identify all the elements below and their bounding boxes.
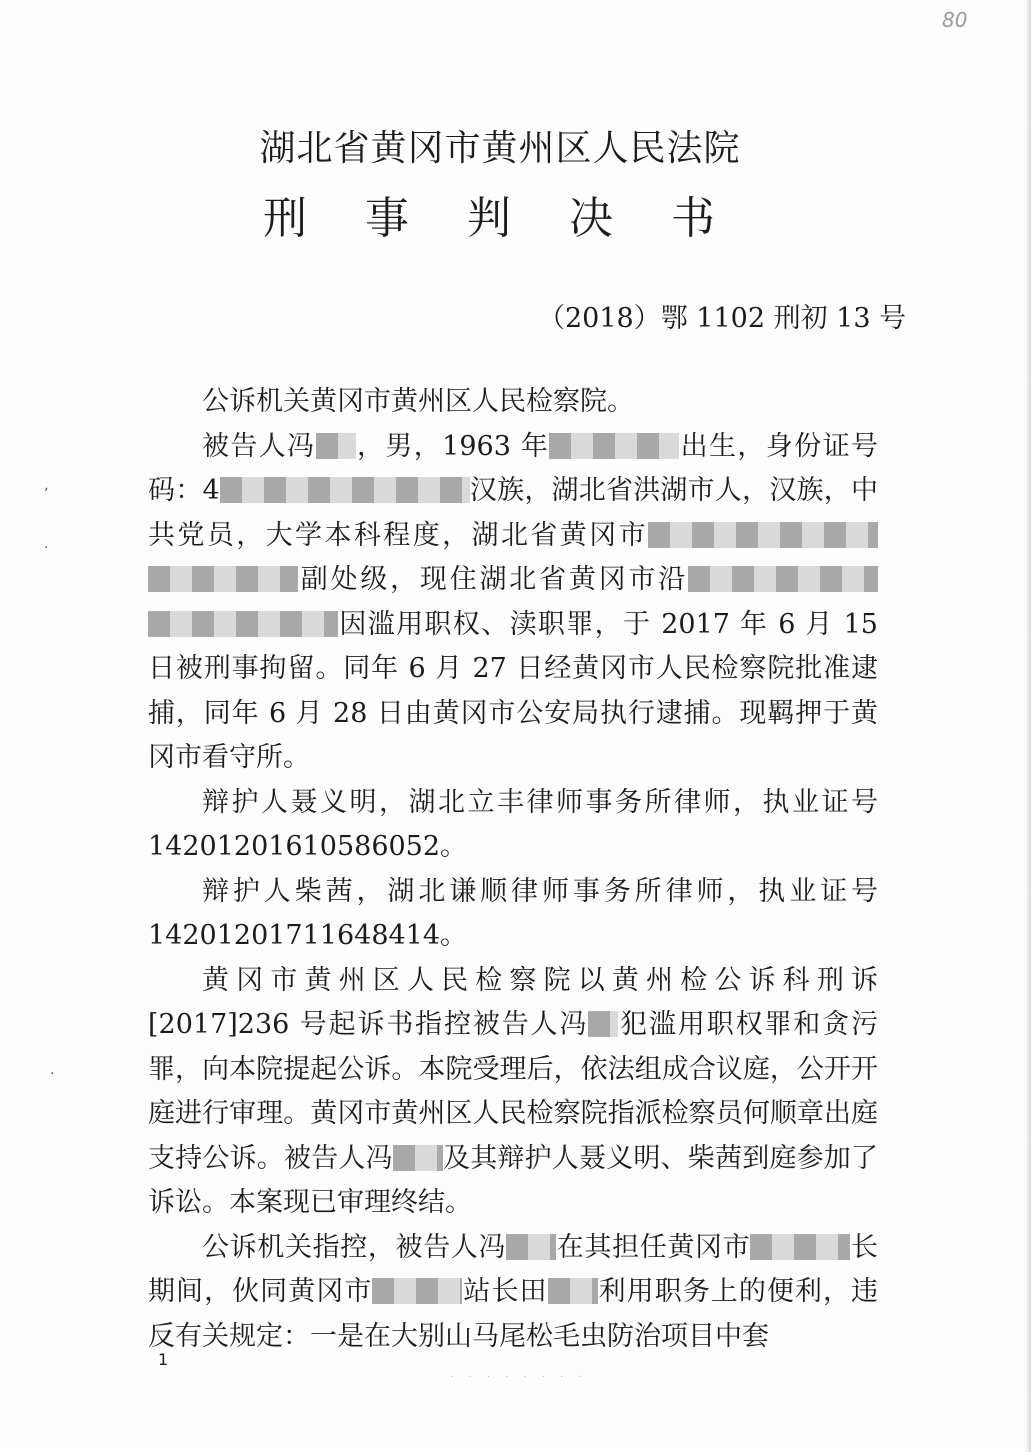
prosecutor-paragraph: 公诉机关黄冈市黄州区人民检察院。: [202, 386, 634, 417]
binding-mark: ·: [50, 1066, 55, 1082]
defendant-paragraph: [148, 425, 878, 781]
redacted-block: [506, 1234, 556, 1260]
redacted-block: [372, 1278, 462, 1304]
redacted-block: [688, 566, 878, 592]
accusation-text-2: 在其担任黄冈市: [556, 1231, 751, 1263]
judgment-body: [148, 380, 878, 1359]
court-name: 湖北省黄冈市黄州区人民法院: [259, 128, 741, 169]
page-number: 1: [158, 1350, 169, 1369]
defender2-paragraph: 辩护人柴茜，湖北谦顺律师事务所律师，执业证号 14201201711648414。: [148, 875, 878, 951]
procedure-text-1: 黄冈市黄州区人民检察院以黄州检公诉科刑诉[2017]236 号起诉书指控被告人冯: [148, 964, 878, 1040]
redacted-block: [148, 566, 298, 592]
procedure-text-2: 犯滥用职权罪和贪污罪，向本院提起公诉。本院受理后，依法组成合议庭，公开开庭进行审理。黄冈市黄州区人民检察院指派检察员何顺章出庭支持公诉。被告人冯: [148, 1009, 879, 1174]
accusation-text-3: 长期间，伙同黄冈市: [148, 1231, 879, 1307]
case-number: （2018）鄂 1102 刑初 13 号: [538, 303, 907, 334]
redacted-block: [148, 611, 338, 637]
accusation-paragraph: [148, 1226, 878, 1360]
accusation-text-1: 公诉机关指控，被告人冯: [202, 1231, 507, 1263]
binding-mark: ·: [44, 540, 49, 556]
redacted-block: [588, 1011, 618, 1037]
document-title: 刑 事 判 决 书: [263, 193, 737, 244]
redacted-block: [648, 522, 878, 548]
scan-noise: · · · · · · · ·: [450, 1372, 588, 1383]
redacted-block: [316, 433, 356, 459]
corner-page-mark: 80: [942, 8, 968, 32]
accusation-text-5: 利用职务上的便利，违反有关规定：一是在大别山马尾松毛虫防治项目中套: [148, 1276, 879, 1352]
redacted-block: [750, 1234, 850, 1260]
procedure-paragraph: [148, 959, 878, 1226]
accusation-text-4: 站长田: [462, 1276, 548, 1307]
binding-mark: ʼ: [44, 486, 49, 502]
redacted-block: [220, 477, 470, 503]
defender1-paragraph: 辩护人聂义明，湖北立丰律师事务所律师，执业证号 14201201610586052。: [148, 786, 878, 862]
defendant-text-3: 出生，身份证号码：4: [148, 430, 879, 506]
redacted-block: [548, 1278, 598, 1304]
redacted-block: [393, 1145, 443, 1171]
scan-edge-shadow: [1025, 0, 1031, 1452]
redacted-block: [549, 433, 679, 459]
procedure-text-3: 及其辩护人聂义明、柴茜到庭参加了诉讼。本案现已审理终结。: [148, 1142, 879, 1218]
defendant-text-5: 副处级，现住湖北省黄冈市沿: [298, 564, 688, 595]
defendant-text-1: 被告人冯: [202, 430, 316, 462]
defendant-text-4: 汉族，湖北省洪湖市人，汉族，中共党员，大学本科程度，湖北省黄冈市: [148, 475, 879, 551]
defendant-text-6: 因滥用职权、渎职罪，于 2017 年 6 月 15 日被刑事拘留。同年 6 月 27 日经黄冈市人民检察院批准逮捕，同年 6 月 28 日由黄冈市公安局执行逮捕。现羁押于黄冈市看守所。: [148, 608, 878, 773]
defendant-text-2: ，男，1963 年: [355, 430, 550, 462]
